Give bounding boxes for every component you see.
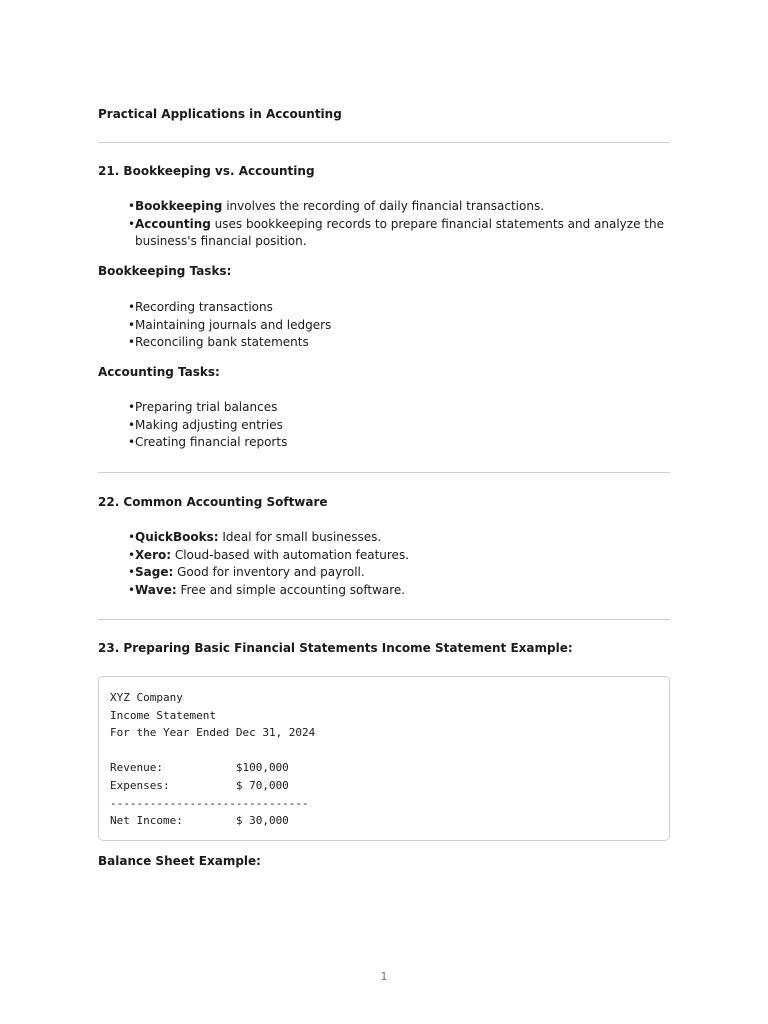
- list-item-text: uses bookkeeping records to prepare financial statements and analyze the business's financial position.: [135, 216, 664, 248]
- list-item-term: Bookkeeping: [135, 199, 223, 213]
- section-21-heading: 21. Bookkeeping vs. Accounting: [98, 164, 315, 178]
- divider: [98, 619, 670, 620]
- list-item-text: Ideal for small businesses.: [218, 530, 382, 544]
- list-item: [128, 564, 670, 582]
- section-22-heading: 22. Common Accounting Software: [98, 495, 328, 509]
- list-item: • Maintaining journals and ledgers: [128, 317, 670, 335]
- list-item: [128, 198, 670, 216]
- list-item-term: Wave:: [135, 582, 177, 597]
- list-item-term: Xero:: [135, 547, 172, 562]
- list-item-text: involves the recording of daily financial transactions.: [222, 199, 545, 213]
- list-item-text: Cloud-based with automation features.: [171, 547, 410, 562]
- bookkeeping-tasks-list: [128, 299, 670, 352]
- accounting-tasks-list: [128, 399, 670, 452]
- list-item: • Creating financial reports: [128, 434, 670, 452]
- bookkeeping-tasks-heading: Bookkeeping Tasks:: [98, 264, 232, 278]
- list-item: [128, 582, 670, 600]
- list-item: • Preparing trial balances: [128, 399, 670, 417]
- list-item: • Recording transactions: [128, 299, 670, 317]
- list-item-text: Free and simple accounting software.: [176, 582, 406, 597]
- balance-sheet-heading: Balance Sheet Example:: [98, 854, 261, 868]
- list-item: • Making adjusting entries: [128, 417, 670, 435]
- document-title: Practical Applications in Accounting: [98, 107, 342, 121]
- list-item: [128, 216, 670, 251]
- software-list: [128, 529, 670, 599]
- section-23-heading: 23. Preparing Basic Financial Statements Income Statement Example:: [98, 641, 573, 655]
- income-statement-code-block: [98, 676, 670, 841]
- page-number: 1: [380, 970, 388, 983]
- list-item: • Reconciling bank statements: [128, 334, 670, 352]
- list-item-text: Good for inventory and payroll.: [173, 565, 365, 579]
- list-item-term: Accounting: [135, 216, 211, 231]
- accounting-tasks-heading: Accounting Tasks:: [98, 365, 220, 379]
- income-statement-code: XYZ Company Income Statement For the Year Ended Dec 31, 2024 Revenue: $100,000 Expenses: $ 70,000 ------------------------------ Net Income: $ 30,000: [110, 691, 316, 828]
- divider: [98, 142, 670, 143]
- list-item: [128, 529, 670, 547]
- divider: [98, 472, 670, 473]
- section-21-intro-list: [128, 198, 670, 251]
- list-item-term: QuickBooks:: [135, 530, 219, 544]
- list-item: [128, 547, 670, 565]
- list-item-term: Sage:: [135, 565, 174, 579]
